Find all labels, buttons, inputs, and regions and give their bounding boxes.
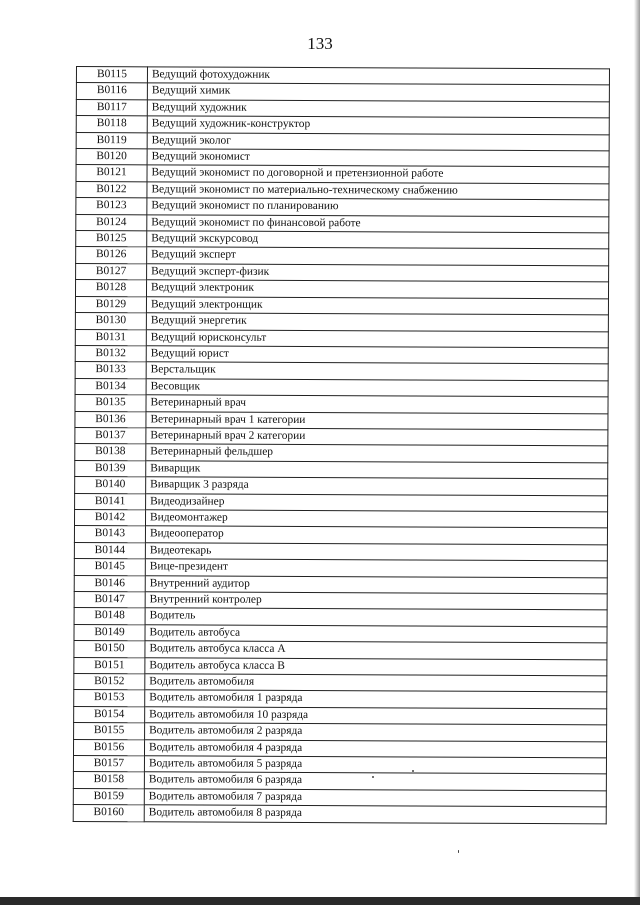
- occupation-code-cell: B0138: [75, 444, 146, 461]
- table-row: [74, 657, 607, 676]
- table-row: [74, 542, 607, 561]
- occupation-title-cell: Внутренний контролер: [145, 592, 607, 610]
- occupation-code-cell: B0136: [75, 411, 146, 428]
- occupation-code-cell: B0155: [74, 723, 145, 740]
- occupation-title-cell: Водитель автомобиля: [145, 674, 607, 692]
- occupation-title-cell: Ведущий эколог: [147, 132, 609, 150]
- table-row: [73, 805, 606, 824]
- table-row: [75, 296, 608, 315]
- occupation-title-cell: Видеодизайнер: [146, 493, 608, 511]
- occupation-code-cell: B0129: [75, 296, 146, 313]
- occupation-code-cell: B0144: [74, 542, 145, 559]
- table-row: [73, 772, 606, 791]
- scan-speck: [372, 776, 374, 778]
- occupation-code-cell: B0124: [76, 214, 147, 231]
- occupation-title-cell: Ветеринарный фельдшер: [146, 444, 608, 462]
- occupation-title-cell: Ведущий энергетик: [146, 313, 608, 331]
- occupation-code-cell: B0132: [75, 345, 146, 362]
- scan-speck: [458, 850, 459, 853]
- table-row: [76, 247, 609, 266]
- occupation-code-cell: B0128: [75, 280, 146, 297]
- occupation-title-cell: Водитель автомобиля 1 разряда: [145, 690, 607, 708]
- table-row: [73, 756, 606, 775]
- occupation-title-cell: Водитель автобуса: [145, 625, 607, 643]
- occupation-title-cell: Водитель автомобиля 10 разряда: [145, 707, 607, 725]
- occupation-title-cell: Водитель: [145, 608, 607, 626]
- occupation-code-cell: B0141: [75, 493, 146, 510]
- occupation-title-cell: Ведущий эксперт-физик: [147, 264, 609, 282]
- scan-speck: [412, 770, 414, 772]
- occupation-code-cell: B0146: [74, 575, 145, 592]
- occupation-title-cell: Вице-президент: [145, 559, 607, 577]
- occupation-code-cell: B0159: [73, 788, 144, 805]
- table-row: [74, 575, 607, 594]
- table-row: [74, 706, 607, 725]
- table-row: [76, 214, 609, 233]
- table-row: [76, 198, 609, 217]
- occupation-title-cell: Ведущий электронщик: [146, 296, 608, 314]
- table-row: [76, 116, 609, 135]
- occupation-code-cell: B0149: [74, 624, 145, 641]
- occupation-code-cell: B0154: [74, 706, 145, 723]
- occupation-code-cell: B0119: [76, 132, 147, 149]
- occupation-code-cell: B0157: [73, 756, 144, 773]
- table-row: [76, 149, 609, 168]
- table-row: [76, 263, 609, 282]
- occupation-code-cell: B0140: [75, 477, 146, 494]
- table-row: [74, 559, 607, 578]
- occupation-title-cell: Ведущий художник-конструктор: [147, 116, 609, 134]
- occupation-title-cell: Ведущий юрист: [146, 346, 608, 364]
- occupation-title-cell: Ведущий электроник: [146, 280, 608, 298]
- occupation-title-cell: Водитель автомобиля 6 разряда: [144, 772, 606, 790]
- occupation-code-cell: B0130: [75, 313, 146, 330]
- occupation-code-cell: B0151: [74, 657, 145, 674]
- occupation-code-cell: B0142: [74, 509, 145, 526]
- occupation-code-cell: B0134: [75, 378, 146, 395]
- occupation-code-cell: B0131: [75, 329, 146, 346]
- occupation-title-cell: Водитель автомобиля 5 разряда: [144, 756, 606, 774]
- table-row: [75, 313, 608, 332]
- occupation-title-cell: Ведущий экономист по планированию: [147, 198, 609, 216]
- occupation-title-cell: Ведущий экономист по материально-техническому снабжению: [147, 182, 609, 200]
- occupation-title-cell: Виварщик: [146, 461, 608, 479]
- table-row: [76, 231, 609, 250]
- occupation-title-cell: Ведущий химик: [147, 83, 609, 101]
- occupation-code-cell: B0125: [76, 231, 147, 248]
- table-row: [75, 378, 608, 397]
- table-row: [74, 674, 607, 693]
- occupation-code-cell: B0152: [74, 674, 145, 691]
- occupation-title-cell: Виварщик 3 разряда: [146, 477, 608, 495]
- occupation-code-cell: B0123: [76, 198, 147, 215]
- occupation-code-cell: B0120: [76, 149, 147, 166]
- occupation-code-cell: B0158: [73, 772, 144, 789]
- occupation-code-cell: B0127: [76, 263, 147, 280]
- occupation-code-cell: B0133: [75, 362, 146, 379]
- occupation-title-cell: Ведущий экскурсовод: [147, 231, 609, 249]
- table-row: [76, 99, 609, 118]
- occupation-title-cell: Видеомонтажер: [145, 510, 607, 528]
- table-row: [73, 788, 606, 807]
- occupation-title-cell: Видеооператор: [145, 526, 607, 544]
- table-row: [75, 329, 608, 348]
- table-row: [75, 362, 608, 381]
- table-row: [74, 624, 607, 643]
- table-row: [76, 83, 609, 102]
- table-row: [76, 165, 609, 184]
- occupation-code-cell: B0121: [76, 165, 147, 182]
- scan-edge-bottom: [0, 897, 640, 905]
- occupation-title-cell: Ведущий экономист по договорной и претензионной работе: [147, 165, 609, 183]
- table-row: [74, 509, 607, 528]
- occupation-code-cell: B0118: [76, 116, 147, 133]
- occupation-title-cell: Ведущий экономист: [147, 149, 609, 167]
- table-row: [74, 526, 607, 545]
- occupation-code-cell: B0135: [75, 395, 146, 412]
- table-body: [73, 67, 609, 824]
- occupation-title-cell: Весовщик: [146, 379, 608, 397]
- table-row: [75, 444, 608, 463]
- occupation-code-cell: B0143: [74, 526, 145, 543]
- occupation-code-cell: B0147: [74, 591, 145, 608]
- occupation-title-cell: Ведущий фотохудожник: [147, 67, 609, 85]
- occupation-code-cell: B0139: [75, 460, 146, 477]
- occupation-title-cell: Внутренний аудитор: [145, 575, 607, 593]
- table-row: [76, 132, 609, 151]
- occupation-title-cell: Ветеринарный врач: [146, 395, 608, 413]
- scan-shadow-right: [634, 0, 640, 905]
- occupation-title-cell: Водитель автомобиля 7 разряда: [144, 789, 606, 807]
- occupation-title-cell: Водитель автомобиля 2 разряда: [145, 723, 607, 741]
- occupation-title-cell: Верстальщик: [146, 362, 608, 380]
- table-row: [75, 493, 608, 512]
- occupation-code-cell: B0137: [75, 427, 146, 444]
- table-row: [75, 427, 608, 446]
- table-row: [75, 280, 608, 299]
- table-row: [74, 641, 607, 660]
- occupation-code-cell: B0160: [73, 805, 144, 822]
- occupation-code-cell: B0153: [74, 690, 145, 707]
- table-row: [76, 67, 609, 86]
- occupation-title-cell: Ведущий юрисконсульт: [146, 329, 608, 347]
- table-row: [75, 411, 608, 430]
- occupation-title-cell: Водитель автомобиля 4 разряда: [144, 739, 606, 757]
- table-row: [74, 608, 607, 627]
- table-row: [75, 477, 608, 496]
- occupation-codes-table: [73, 66, 610, 824]
- occupation-title-cell: Ведущий художник: [147, 100, 609, 118]
- table-row: [74, 690, 607, 709]
- occupation-code-cell: B0115: [76, 67, 147, 84]
- occupation-title-cell: Водитель автобуса класса А: [145, 641, 607, 659]
- table-row: [75, 460, 608, 479]
- occupation-code-cell: B0150: [74, 641, 145, 658]
- table-row: [76, 181, 609, 200]
- occupation-code-cell: B0122: [76, 181, 147, 198]
- table-row: [74, 591, 607, 610]
- table-row: [74, 723, 607, 742]
- occupation-code-cell: B0126: [76, 247, 147, 264]
- occupation-title-cell: Водитель автомобиля 8 разряда: [144, 805, 606, 823]
- table-row: [75, 345, 608, 364]
- occupation-code-cell: B0148: [74, 608, 145, 625]
- occupation-title-cell: Ведущий эксперт: [147, 247, 609, 265]
- occupation-code-cell: B0156: [73, 739, 144, 756]
- occupation-title-cell: Ветеринарный врач 1 категории: [146, 411, 608, 429]
- table-row: [73, 739, 606, 758]
- occupation-code-cell: B0117: [76, 99, 147, 116]
- occupation-code-cell: B0116: [76, 83, 147, 100]
- occupation-title-cell: Ветеринарный врач 2 категории: [146, 428, 608, 446]
- table-row: [75, 395, 608, 414]
- occupation-title-cell: Водитель автобуса класса В: [145, 657, 607, 675]
- occupation-title-cell: Ведущий экономист по финансовой работе: [147, 214, 609, 232]
- occupation-title-cell: Видеотекарь: [145, 543, 607, 561]
- page-number: 133: [307, 34, 333, 53]
- occupation-code-cell: B0145: [74, 559, 145, 576]
